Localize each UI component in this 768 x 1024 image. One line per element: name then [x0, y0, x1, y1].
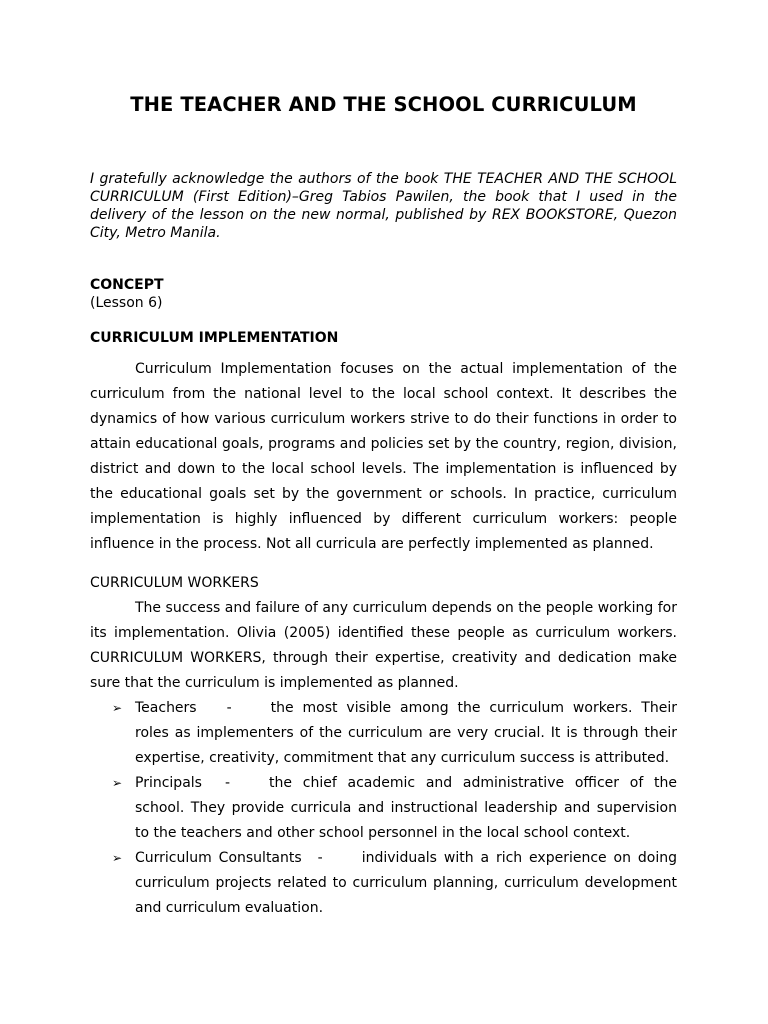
worker-description: the most visible among the curriculum workers. Their roles as implementers of the curriculum are very crucial. It is through their expertise, creativity, commitment that any curriculum success is attributed. [135, 700, 677, 766]
document-title: THE TEACHER AND THE SCHOOL CURRICULUM [130, 93, 637, 116]
paragraph-curriculum-workers: The success and failure of any curriculum depends on the people working for its implementation. Olivia (2005) identified these people as curriculum workers. CURRICULUM WORKERS, through their expertise, creativity and dedication make sure that the curriculum is implemented as planned. [90, 600, 677, 691]
list-item-principals [90, 771, 677, 846]
worker-separator: - [224, 775, 231, 791]
curriculum-workers-list [90, 696, 677, 921]
worker-term: Teachers [135, 700, 197, 716]
arrow-bullet-icon: ➢ [112, 701, 123, 715]
arrow-bullet-icon: ➢ [112, 851, 123, 865]
lesson-label: (Lesson 6) [90, 295, 163, 311]
concept-block [90, 276, 677, 312]
worker-description: individuals with a rich experience on doing curriculum projects related to curriculum planning, curriculum development and curriculum evaluation. [135, 850, 677, 916]
list-item-teachers [90, 696, 677, 771]
list-item-curriculum-consultants [90, 846, 677, 921]
concept-heading: CONCEPT [90, 277, 164, 293]
worker-separator: - [226, 700, 232, 716]
paragraph-curriculum-implementation: Curriculum Implementation focuses on the actual implementation of the curriculum from the national level to the local school context. It describes the dynamics of how various curriculum workers strive to do their functions in order to attain educational goals, programs and policies set by the country, region, division, district and down to the local school levels. The implementation is influenced by the educational goals set by the government or schools. In practice, curriculum implementation is highly influenced by different curriculum workers: people influence in the process. Not all curricula are perfectly implemented as planned. [90, 361, 677, 552]
subheading-curriculum-workers: CURRICULUM WORKERS [90, 575, 259, 591]
worker-term: Curriculum Consultants [135, 850, 302, 866]
worker-separator: - [317, 850, 323, 866]
acknowledgement-text: I gratefully acknowledge the authors of the book THE TEACHER AND THE SCHOOL CURRICULUM (First Edition)–Greg Tabios Pawilen, the book that I used in the delivery of the lesson on the new normal, published by REX BOOKSTORE, Quezon City, Metro Manila. [90, 171, 677, 241]
worker-term: Principals [135, 775, 202, 791]
section-heading: CURRICULUM IMPLEMENTATION [90, 330, 339, 346]
worker-description: the chief academic and administrative officer of the school. They provide curricula and instructional leadership and supervision to the teachers and other school personnel in the local school context. [135, 775, 677, 841]
arrow-bullet-icon: ➢ [112, 776, 123, 790]
